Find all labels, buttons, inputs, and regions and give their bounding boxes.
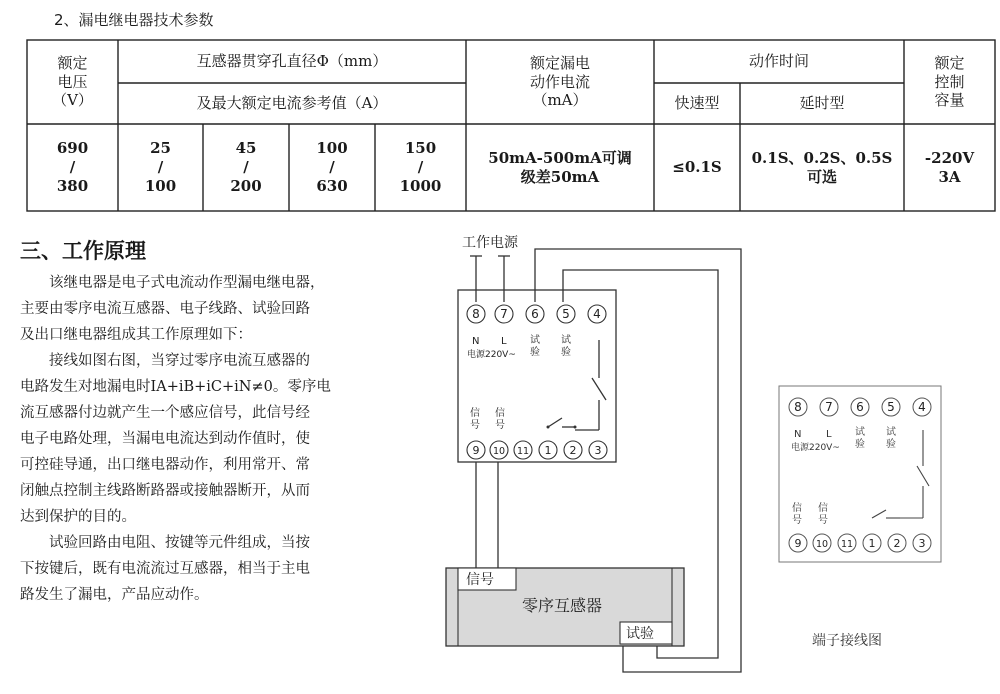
terminal-9-label: 9	[472, 444, 480, 457]
rt-n-label: N	[794, 429, 802, 440]
power-label: 工作电源	[462, 235, 518, 251]
paragraph-line: 主要由零序电流互感器、电子线路、试验回路	[20, 301, 310, 317]
n-label: N	[472, 336, 480, 347]
rt-terminal-6: 6	[856, 400, 864, 414]
power-spec: 电源220V~	[467, 350, 516, 360]
cell-leak-current: 50mA-500mA可调 级差50mA	[488, 148, 632, 186]
test-label-5: 试验	[561, 335, 571, 358]
rt-l-label: L	[826, 429, 832, 440]
section2-title: 2、漏电继电器技术参数	[54, 11, 214, 29]
section3-title: 三、工作原理	[20, 239, 146, 263]
paragraph-line: 及出口继电器组成其工作原理如下：	[20, 327, 252, 343]
terminal-7-label: 7	[500, 307, 508, 321]
rt-test-6: 试验	[855, 427, 865, 450]
terminal-3-label: 3	[594, 444, 602, 457]
terminal-5-label: 5	[562, 307, 570, 321]
cell-voltage: 690 / 380	[56, 139, 89, 195]
rt-signal-9: 信号	[792, 503, 802, 526]
paragraph-line: 可控硅导通，出口继电器动作，利用常开、常	[20, 457, 310, 473]
terminal-10-label: 10	[492, 446, 506, 457]
paragraph-line: 接线如图右图，当穿过零序电流互感器的	[49, 353, 310, 369]
ct-test-tag: 试验	[626, 626, 654, 642]
cell-fast-time: ≤0.1S	[672, 158, 722, 177]
rt-terminal-10: 10	[815, 539, 829, 550]
paragraph-line: 路发生了漏电，产品应动作。	[20, 587, 209, 603]
rt-terminal-4: 4	[918, 400, 926, 414]
terminal-2-label: 2	[569, 444, 577, 457]
terminal-4-label: 4	[593, 307, 601, 321]
cell-capacity: -220V 3A	[924, 148, 975, 186]
paragraph-line: 试验回路由电阻、按键等元件组成，当按	[49, 535, 310, 551]
rt-terminal-5: 5	[887, 400, 895, 414]
paragraph-line: 下按键后，既有电流流过互感器，相当于主电	[20, 561, 310, 577]
rt-signal-10: 信号	[818, 503, 828, 526]
paragraph-line: 达到保护的目的。	[20, 509, 136, 525]
rt-test-5: 试验	[886, 427, 896, 450]
terminal-8-label: 8	[472, 307, 480, 321]
cell-ct-4: 150 / 1000	[399, 139, 442, 195]
rt-terminal-1: 1	[868, 537, 876, 550]
cell-ct-3: 100 / 630	[316, 139, 348, 195]
ct-signal-tag: 信号	[466, 572, 494, 588]
header-action-time: 动作时间	[748, 52, 809, 71]
ct-box-label: 零序互感器	[522, 596, 603, 615]
cell-delay-time: 0.1S、0.2S、0.5S 可选	[751, 148, 893, 186]
terminal-11-label: 11	[516, 446, 530, 457]
terminal-1-label: 1	[544, 444, 552, 457]
paragraph-line: 该继电器是电子式电流动作型漏电继电器，	[49, 275, 325, 291]
l-label: L	[501, 336, 507, 347]
cell-ct-2: 45 / 200	[230, 139, 262, 195]
rt-terminal-7: 7	[825, 400, 833, 414]
paragraph-line: 电路发生对地漏电时IA+iB+iC+iN≠0。零序电	[20, 379, 331, 395]
header-rated-voltage: 额定 电压 （V）	[52, 53, 93, 110]
header-max-current: 及最大额定电流参考值（A）	[196, 94, 388, 113]
paragraph-line: 流互感器付边就产生一个感应信号，此信号经	[20, 405, 310, 421]
rt-terminal-2: 2	[893, 537, 901, 550]
signal-label-10: 信号	[495, 408, 505, 431]
rt-terminal-9: 9	[794, 537, 802, 550]
header-delay-type: 延时型	[799, 94, 845, 113]
header-ct-diameter: 互感器贯穿孔直径Φ（mm）	[196, 52, 388, 71]
rt-terminal-3: 3	[918, 537, 926, 550]
paragraph-line: 电子电路处理，当漏电电流达到动作值时，使	[20, 431, 310, 447]
rt-terminal-8: 8	[794, 400, 802, 414]
cell-ct-1: 25 / 100	[144, 139, 177, 195]
header-fast-type: 快速型	[674, 94, 720, 113]
header-rated-leak-current: 额定漏电 动作电流 （mA）	[529, 53, 590, 110]
test-label-6: 试验	[530, 335, 540, 358]
header-control-capacity: 额定 控制 容量	[934, 53, 965, 110]
rt-power-spec: 电源220V~	[791, 443, 840, 453]
rt-terminal-11: 11	[840, 539, 854, 550]
paragraph-line: 闭触点控制主线路断路器或接触器断开，从而	[20, 483, 310, 499]
terminal-caption: 端子接线图	[812, 633, 882, 649]
terminal-6-label: 6	[531, 307, 539, 321]
signal-label-9: 信号	[470, 408, 480, 431]
